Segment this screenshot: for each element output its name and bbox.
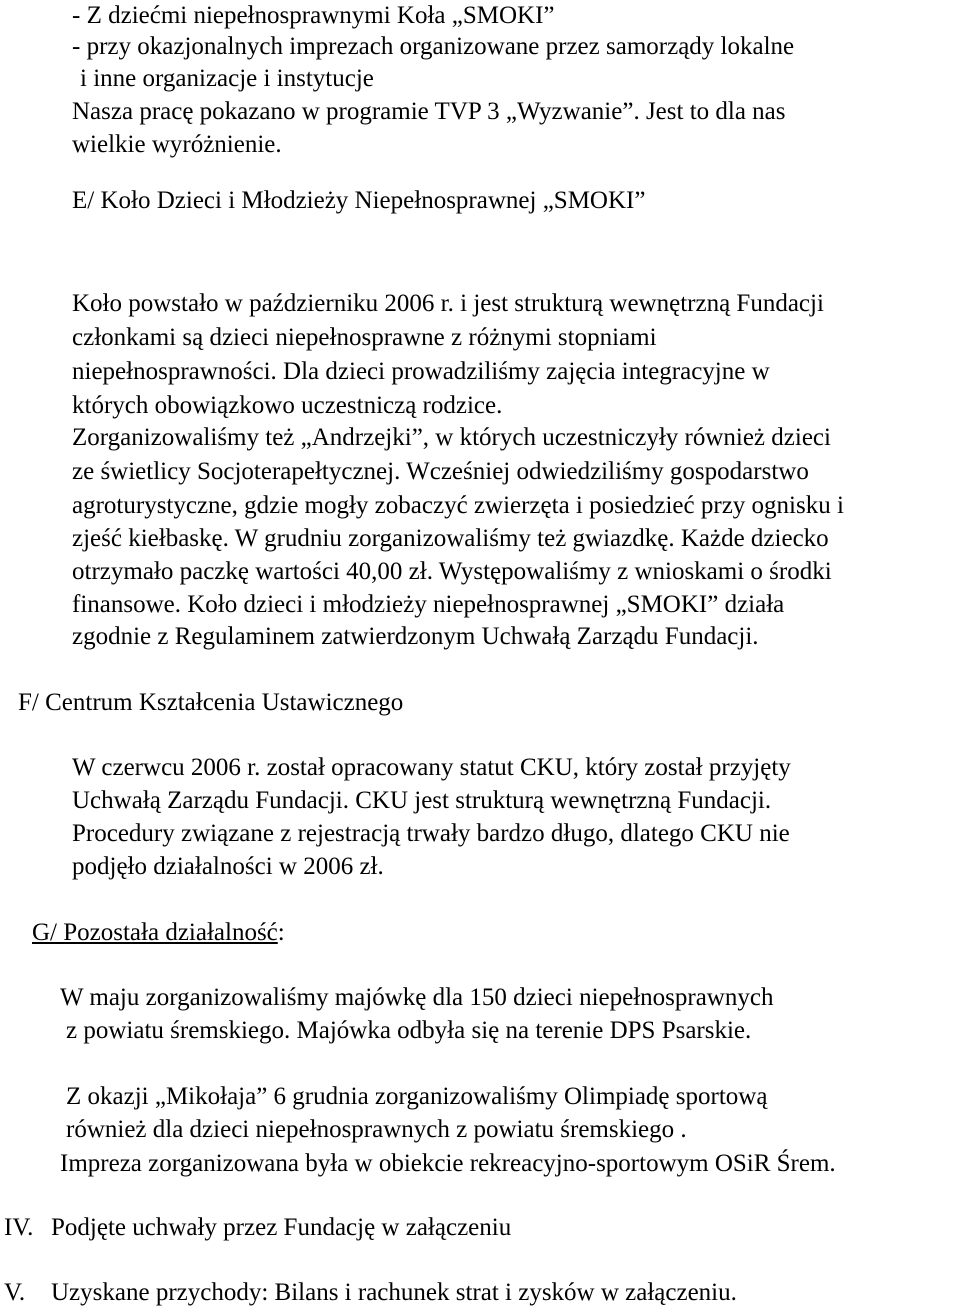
section-e-line: których obowiązkowo uczestniczą rodzice. bbox=[72, 392, 503, 419]
section-g-heading bbox=[32, 917, 285, 949]
section-f-line: W czerwcu 2006 r. został opracowany statut CKU, który został przyjęty bbox=[72, 754, 791, 781]
section-f-line: Procedury związane z rejestracją trwały bardzo długo, dlatego CKU nie bbox=[72, 820, 790, 847]
section-e-line: finansowe. Koło dzieci i młodzieży niepełnosprawnej „SMOKI” działa bbox=[72, 591, 785, 618]
section-e-line: niepełnosprawności. Dla dzieci prowadziliśmy zajęcia integracyjne w bbox=[72, 358, 770, 385]
section-g-heading-text: G/ Pozostała działalność bbox=[32, 919, 278, 946]
section-g-line: również dla dzieci niepełnosprawnych z powiatu śremskiego . bbox=[66, 1116, 687, 1143]
section-g-heading-colon: : bbox=[277, 919, 285, 946]
section-e-line: Zorganizowaliśmy też „Andrzejki”, w których uczestniczyły również dzieci bbox=[72, 424, 831, 451]
section-v-numeral: V. bbox=[4, 1279, 26, 1306]
section-e-line: zgodnie z Regulaminem zatwierdzonym Uchwałą Zarządu Fundacji. bbox=[72, 623, 759, 650]
section-e-line: otrzymało paczkę wartości 40,00 zł. Występowaliśmy z wnioskami o środki bbox=[72, 558, 832, 585]
intro-line: Nasza pracę pokazano w programie TVP 3 „Wyzwanie”. Jest to dla nas bbox=[72, 98, 786, 125]
intro-line: wielkie wyróżnienie. bbox=[72, 131, 282, 158]
section-g-line: Impreza zorganizowana była w obiekcie rekreacyjno-sportowym OSiR Śrem. bbox=[60, 1150, 836, 1177]
section-e-line: członkami są dzieci niepełnosprawne z różnymi stopniami bbox=[72, 324, 657, 351]
section-g-line: z powiatu śremskiego. Majówka odbyła się na terenie DPS Psarskie. bbox=[66, 1017, 752, 1044]
intro-line: - przy okazjonalnych imprezach organizowane przez samorządy lokalne bbox=[72, 33, 795, 60]
section-f-line: Uchwałą Zarządu Fundacji. CKU jest strukturą wewnętrzną Fundacji. bbox=[72, 787, 772, 814]
section-iv-text: Podjęte uchwały przez Fundację w załączeniu bbox=[51, 1214, 512, 1241]
section-e-line: ze świetlicy Socjoterapełtycznej. Wcześniej odwiedziliśmy gospodarstwo bbox=[72, 458, 809, 485]
intro-line: i inne organizacje i instytucje bbox=[80, 65, 374, 92]
section-e-line: zjeść kiełbaskę. W grudniu zorganizowaliśmy też gwiazdkę. Każde dziecko bbox=[72, 525, 829, 552]
section-v-text: Uzyskane przychody: Bilans i rachunek strat i zysków w załączeniu. bbox=[51, 1279, 737, 1306]
section-e-line: Koło powstało w październiku 2006 r. i jest strukturą wewnętrzną Fundacji bbox=[72, 290, 824, 317]
section-g-line: W maju zorganizowaliśmy majówkę dla 150 dzieci niepełnosprawnych bbox=[60, 984, 774, 1011]
section-e-line: agroturystyczne, gdzie mogły zobaczyć zwierzęta i posiedzieć przy ognisku i bbox=[72, 492, 844, 519]
section-f-heading: F/ Centrum Kształcenia Ustawicznego bbox=[18, 689, 404, 716]
section-f-line: podjęło działalności w 2006 zł. bbox=[72, 853, 384, 880]
section-g-line: Z okazji „Mikołaja” 6 grudnia zorganizowaliśmy Olimpiadę sportową bbox=[66, 1083, 768, 1110]
section-iv-numeral: IV. bbox=[4, 1214, 34, 1241]
section-e-heading: E/ Koło Dzieci i Młodzieży Niepełnosprawnej „SMOKI” bbox=[72, 187, 646, 214]
intro-line: - Z dziećmi niepełnosprawnymi Koła „SMOKI” bbox=[72, 2, 555, 29]
